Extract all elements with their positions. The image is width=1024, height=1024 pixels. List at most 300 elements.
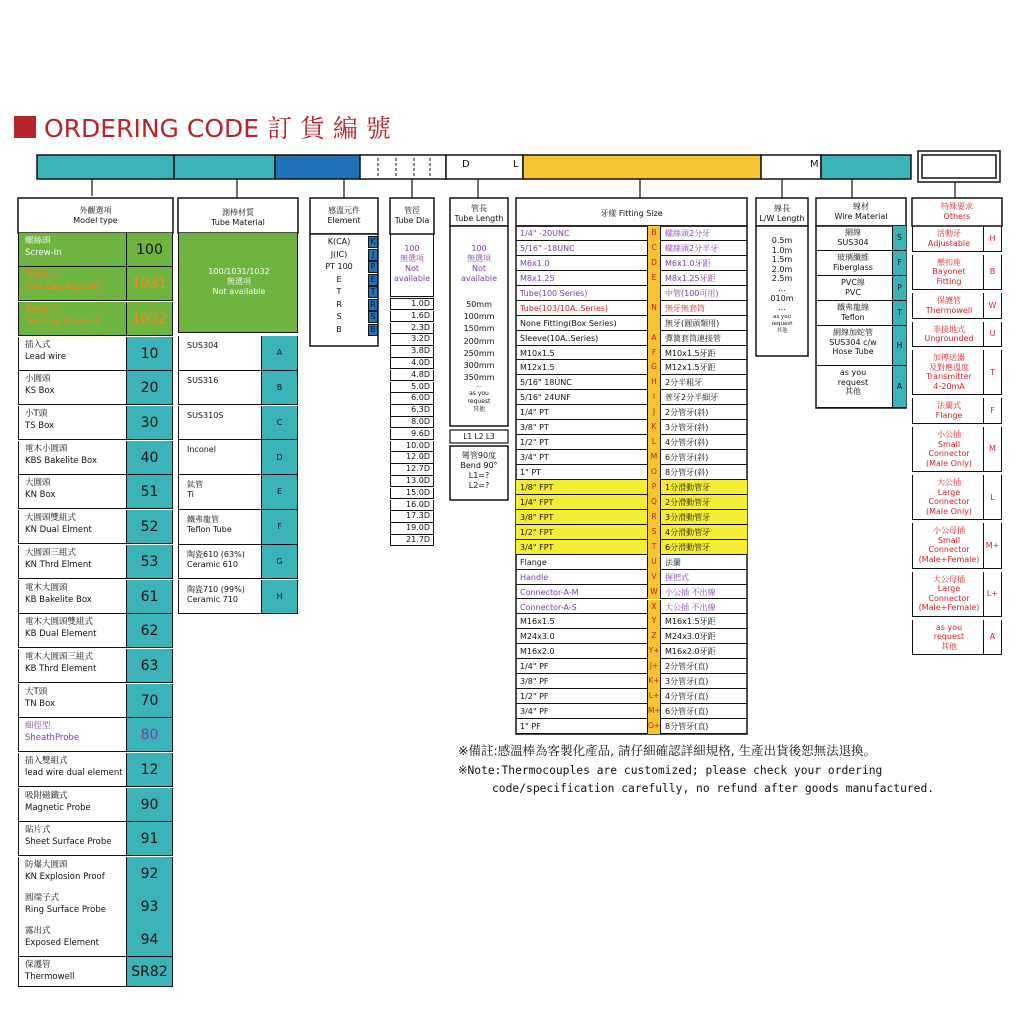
fitting-desc: 2分管牙(直) bbox=[665, 662, 709, 672]
others-row bbox=[912, 572, 1002, 617]
others-line: (Male Only) bbox=[925, 506, 973, 516]
fitting-row bbox=[516, 346, 747, 361]
material-code: G bbox=[261, 545, 297, 579]
fitting-row bbox=[516, 435, 747, 450]
model-code: 91 bbox=[126, 822, 172, 855]
fitting-code-name: 3/4" PT bbox=[520, 453, 549, 463]
model-name-en: KN Thrd Elment bbox=[25, 560, 92, 570]
fitting-row bbox=[516, 704, 747, 719]
dia-value: 13.0D bbox=[390, 476, 434, 487]
fitting-code-name: M16x1.5 bbox=[520, 617, 555, 627]
model-name-en: Screw-In bbox=[25, 248, 62, 258]
fitting-code-name: 1" PT bbox=[520, 468, 542, 478]
material-na-a: 100/1031/1032 bbox=[208, 267, 270, 276]
model-name-en: KB Thrd Element bbox=[25, 664, 97, 674]
lw-value: ... bbox=[778, 303, 786, 313]
lw-value: 2.5m bbox=[771, 274, 793, 284]
others-code: B bbox=[983, 255, 1001, 289]
lw-value: request bbox=[771, 320, 793, 327]
model-name-cn: 細徑型 bbox=[25, 721, 51, 731]
length-value: 300mm bbox=[463, 361, 495, 370]
model-row bbox=[18, 649, 173, 683]
material-header-cn: 測棒材質 bbox=[222, 208, 254, 217]
model-name-cn: 保護管 bbox=[25, 960, 51, 970]
others-line: 加傳送器 bbox=[933, 353, 965, 363]
fitting-desc: 8分管牙(斜) bbox=[665, 468, 709, 478]
fitting-code-name: 3/8" PF bbox=[520, 677, 549, 687]
fitting-code: L bbox=[647, 435, 661, 450]
model-header-en: Model type bbox=[73, 216, 118, 225]
element-row bbox=[310, 286, 378, 298]
fitting-code: I bbox=[647, 390, 661, 405]
model-name-cn: 貼片式 bbox=[25, 825, 51, 835]
material-name-en: Ti bbox=[187, 490, 194, 500]
model-row bbox=[18, 233, 173, 267]
wire-code: S bbox=[892, 226, 906, 250]
fitting-row bbox=[516, 644, 747, 659]
fitting-code-name: Connector-A-S bbox=[520, 602, 577, 612]
model-name-en: KBS Bakelite Box bbox=[25, 456, 98, 466]
length-value: 150mm bbox=[463, 324, 495, 334]
material-na-c: Not available bbox=[212, 287, 266, 296]
model-code: 92 bbox=[126, 857, 172, 890]
others-header-cn: 特殊要求 bbox=[941, 202, 973, 211]
fitting-row bbox=[516, 585, 747, 600]
others-line: Connector bbox=[928, 497, 970, 507]
fitting-desc: 握把式 bbox=[665, 572, 689, 582]
model-name-cn: 大圓頭雙組式 bbox=[25, 513, 77, 523]
material-code: E bbox=[261, 475, 297, 509]
wire-row bbox=[816, 251, 906, 276]
material-name-cn: 鐵弗龍管 bbox=[187, 515, 219, 524]
others-line: Large bbox=[937, 487, 961, 497]
wire-text bbox=[820, 228, 886, 247]
dia-value: 21.7D bbox=[390, 535, 434, 546]
dia-value: 8.0D bbox=[390, 417, 434, 428]
fitting-code: M bbox=[647, 450, 661, 465]
lw-value: 010m bbox=[770, 293, 794, 303]
length-value: 50mm bbox=[466, 300, 492, 309]
others-row bbox=[912, 427, 1002, 472]
code-bar-m-label: M bbox=[810, 159, 819, 170]
fitting-desc: 無牙(圓頭類用) bbox=[665, 318, 720, 328]
fitting-code: N bbox=[647, 301, 661, 316]
others-text bbox=[915, 325, 983, 344]
model-code: 53 bbox=[126, 545, 172, 578]
fitting-desc: 8分管牙(直) bbox=[665, 722, 709, 732]
fitting-code-name: 1/4" PF bbox=[520, 662, 549, 672]
bend-en: Bend 90° bbox=[460, 461, 498, 470]
model-code: 20 bbox=[126, 371, 172, 404]
dia-header-cn: 管徑 bbox=[404, 206, 420, 215]
fitting-code-name: Connector-A-M bbox=[520, 587, 579, 597]
others-line: Ungrounded bbox=[924, 334, 974, 344]
fitting-code-name: 3/4" PF bbox=[520, 707, 549, 717]
dia-value: 2.3D bbox=[390, 323, 434, 334]
material-name-en: Teflon Tube bbox=[187, 525, 232, 534]
others-header-en: Others bbox=[943, 212, 971, 221]
fitting-code: J+ bbox=[647, 659, 661, 674]
others-line: as you bbox=[935, 622, 963, 632]
dia-value: 17.3D bbox=[390, 511, 434, 522]
fitting-code-name: M16x2.0 bbox=[520, 647, 555, 657]
material-name-en: Ceramic 610 bbox=[187, 559, 238, 569]
fitting-row bbox=[516, 614, 747, 629]
length-value: 200mm bbox=[463, 336, 495, 346]
model-name-en: KB Dual Element bbox=[25, 629, 97, 639]
element-header bbox=[310, 206, 378, 226]
material-code: C bbox=[261, 406, 297, 440]
fitting-desc: 中管(100可用) bbox=[665, 288, 719, 298]
material-na-block bbox=[178, 233, 298, 333]
fitting-code: O bbox=[647, 465, 661, 480]
fitting-code-name: 5/16" -18UNC bbox=[520, 243, 575, 253]
model-row bbox=[18, 753, 173, 787]
lw-value: ... bbox=[778, 284, 786, 293]
others-text bbox=[915, 258, 983, 287]
fitting-desc: 1分滑動管牙 bbox=[665, 482, 711, 492]
fitting-code-name: Sleeve(10A..Series) bbox=[520, 333, 599, 343]
others-code: L bbox=[983, 475, 1001, 519]
model-name-en: KN Explosion Proof bbox=[25, 872, 105, 882]
fitting-row bbox=[516, 301, 747, 316]
model-code: 70 bbox=[126, 684, 172, 717]
dia-frame-top bbox=[390, 298, 434, 299]
model-row bbox=[18, 475, 173, 509]
model-name-en: lead wire dual element bbox=[25, 768, 123, 778]
note-cn: ※備註:感溫棒為客製化產品, 請仔細確認詳細規格, 生產出貨後恕無法退換。 bbox=[458, 743, 877, 758]
dia-value: 16.0D bbox=[390, 500, 434, 511]
fitting-row bbox=[516, 659, 747, 674]
fitting-desc: 6分管牙(斜) bbox=[665, 453, 709, 463]
others-line: Flange bbox=[935, 410, 963, 420]
fitting-desc: 2分管牙(斜) bbox=[665, 408, 709, 418]
material-name-en: Ceramic 710 bbox=[187, 594, 238, 604]
others-text bbox=[915, 430, 983, 468]
lw-header bbox=[756, 204, 808, 224]
fitting-desc: 大公插 不出線 bbox=[665, 602, 716, 612]
dia-value: 10.0D bbox=[390, 441, 434, 452]
fitting-desc: 螺絲頭2分半牙 bbox=[665, 243, 719, 253]
dia-value: 5.0D bbox=[390, 382, 434, 393]
fitting-desc: 3分管牙(直) bbox=[665, 677, 709, 687]
model-row bbox=[18, 890, 173, 924]
material-name-cn: 陶瓷610 (63%) bbox=[187, 549, 245, 559]
fitting-code-name: Flange bbox=[520, 557, 547, 567]
others-line: Connector bbox=[928, 449, 970, 458]
material-code: B bbox=[261, 371, 297, 405]
element-row bbox=[310, 236, 378, 248]
model-code: 1031 bbox=[126, 267, 172, 300]
model-code: 80 bbox=[126, 718, 172, 751]
fitting-code: Q bbox=[647, 495, 661, 510]
model-name-cn: 大圓頭 bbox=[25, 478, 51, 488]
element-name: E bbox=[336, 274, 342, 284]
fitting-row bbox=[516, 525, 747, 540]
model-name-en: KS Box bbox=[25, 386, 55, 396]
length-header-en: Tube Length bbox=[454, 214, 504, 223]
element-code: S bbox=[368, 311, 378, 323]
note-en-1: ※Note:Thermocouples are customized; please check your ordering bbox=[458, 764, 883, 777]
material-code: H bbox=[261, 580, 297, 614]
element-name: B bbox=[336, 324, 342, 334]
material-row bbox=[178, 406, 298, 441]
note-en-2: code/specification carefully, no refund after goods manufactured. bbox=[458, 782, 935, 795]
element-code: T bbox=[368, 286, 378, 298]
model-name-cn: 小T頭 bbox=[25, 409, 48, 419]
dia-na-c: Not bbox=[404, 264, 419, 273]
dia-na-d: available bbox=[393, 274, 431, 283]
others-row bbox=[912, 226, 1002, 252]
fitting-code: V bbox=[647, 570, 661, 585]
others-code: H bbox=[983, 226, 1001, 251]
model-row bbox=[18, 580, 173, 614]
others-line: request bbox=[933, 632, 965, 642]
fitting-code: C bbox=[647, 241, 661, 256]
material-header-en: Tube Material bbox=[211, 218, 265, 227]
fitting-code-name: M8x1.25 bbox=[520, 273, 555, 283]
wire-row bbox=[816, 226, 906, 251]
model-row bbox=[18, 957, 173, 987]
length-value: 250mm bbox=[463, 348, 495, 358]
element-header-cn: 感溫元件 bbox=[328, 206, 360, 215]
others-line: 法蘭式 bbox=[937, 401, 961, 411]
others-text bbox=[915, 623, 983, 652]
others-code: W bbox=[983, 293, 1001, 318]
fitting-code: D bbox=[647, 256, 661, 271]
element-row bbox=[310, 274, 378, 286]
fitting-desc: 6分滑動管牙 bbox=[665, 542, 711, 552]
others-text bbox=[915, 401, 983, 420]
wire-code: T bbox=[892, 301, 906, 325]
fitting-code-name: M24x3.0 bbox=[520, 632, 555, 642]
wire-header bbox=[816, 202, 906, 222]
model-name-cn: 電木大圓頭雙組式 bbox=[25, 617, 94, 627]
length-value: 其他 bbox=[472, 406, 485, 414]
others-code: M+ bbox=[983, 523, 1001, 567]
others-line: Connector bbox=[928, 593, 970, 603]
dia-header-en: Tube Dia bbox=[394, 216, 430, 225]
others-text bbox=[915, 575, 983, 613]
dia-value: 6.3D bbox=[390, 405, 434, 416]
dia-value: 1.0D bbox=[390, 299, 434, 310]
wire-row bbox=[816, 301, 906, 326]
fitting-desc: 法蘭 bbox=[665, 557, 681, 567]
others-text bbox=[915, 526, 983, 564]
model-name-cn: 單壓扣式 bbox=[25, 270, 60, 280]
wire-text bbox=[820, 368, 886, 397]
length-value: 100mm bbox=[463, 312, 495, 322]
fitting-code: J bbox=[647, 405, 661, 420]
material-row bbox=[178, 475, 298, 510]
element-name: K(CA) bbox=[327, 237, 351, 246]
fitting-row bbox=[516, 540, 747, 555]
lw-header-en: L/W Length bbox=[759, 214, 805, 223]
fitting-code-name: 1/4" -20UNC bbox=[520, 229, 570, 238]
wire-text bbox=[820, 278, 886, 297]
element-header-en: Element bbox=[327, 216, 361, 225]
dia-value: 1.6D bbox=[390, 311, 434, 322]
model-name-en: Magnetic Probe bbox=[25, 803, 91, 813]
fitting-code: T bbox=[647, 540, 661, 555]
fitting-desc: 4分滑動管牙 bbox=[665, 527, 711, 537]
others-line: 4-20mA bbox=[933, 381, 965, 391]
wire-header-en: Wire Material bbox=[834, 212, 888, 221]
others-code: T bbox=[983, 350, 1001, 394]
model-name-en: SheathProbe bbox=[25, 733, 80, 743]
others-line: 非接地式 bbox=[933, 324, 965, 334]
fitting-row bbox=[516, 510, 747, 525]
others-row bbox=[912, 322, 1002, 348]
element-row bbox=[310, 324, 378, 336]
fitting-code: Z bbox=[647, 629, 661, 644]
lw-value: 1.5m bbox=[771, 255, 793, 265]
fitting-code: P bbox=[647, 480, 661, 495]
model-header bbox=[18, 206, 173, 226]
element-code: K bbox=[368, 236, 378, 248]
fitting-row bbox=[516, 600, 747, 615]
model-row bbox=[18, 371, 173, 405]
fitting-desc: 彈簧套筒連接管 bbox=[665, 333, 721, 343]
model-name-en: KB Bakelite Box bbox=[25, 595, 92, 605]
fitting-code-name: Tube(103/10A..Series) bbox=[520, 303, 609, 313]
fitting-desc: 無牙無套筒 bbox=[665, 303, 705, 313]
model-name-en: TS Box bbox=[25, 421, 55, 431]
fitting-code: H bbox=[647, 375, 661, 390]
others-row bbox=[912, 523, 1002, 568]
material-na-b: 無選項 bbox=[227, 277, 251, 286]
fitting-row bbox=[516, 286, 747, 301]
model-row bbox=[18, 441, 173, 475]
element-row bbox=[310, 311, 378, 323]
bend-l2: L2=? bbox=[468, 481, 490, 490]
model-row bbox=[18, 857, 173, 891]
fitting-code: X bbox=[647, 600, 661, 615]
length-header bbox=[450, 204, 508, 224]
dia-na-a: 100 bbox=[404, 244, 420, 253]
dia-value: 4.0D bbox=[390, 358, 434, 369]
fitting-desc: 4分管牙(斜) bbox=[665, 438, 709, 448]
others-line: 小公插 bbox=[937, 430, 961, 439]
fitting-code-name: M10x1.5 bbox=[520, 348, 555, 358]
material-name-cn: SUS310S bbox=[187, 410, 224, 420]
fitting-code-name: 1/2" PT bbox=[520, 438, 549, 448]
material-row bbox=[178, 510, 298, 545]
model-row bbox=[18, 684, 173, 718]
wire-name-cn: PVC線 bbox=[841, 278, 865, 287]
title-text: ORDERING CODE 訂 貨 編 號 bbox=[44, 114, 391, 143]
others-code: M bbox=[983, 427, 1001, 471]
others-line: Connector bbox=[928, 545, 970, 555]
model-code: 40 bbox=[126, 441, 172, 474]
fitting-code bbox=[647, 286, 661, 301]
fitting-code: M+ bbox=[647, 704, 661, 719]
length-value: as you bbox=[469, 390, 489, 398]
material-name-cn: 陶瓷710 (99%) bbox=[187, 584, 245, 594]
model-name-en: KN Box bbox=[25, 490, 56, 500]
others-line: Fitting bbox=[936, 276, 962, 286]
fitting-code: E bbox=[647, 271, 661, 286]
fitting-code bbox=[647, 316, 661, 331]
element-code: J bbox=[368, 249, 378, 261]
wire-name-en: PVC bbox=[845, 287, 861, 297]
wire-name-en: request bbox=[837, 377, 869, 387]
wire-name-en: SUS304 bbox=[837, 237, 869, 247]
fitting-row bbox=[516, 390, 747, 405]
others-row bbox=[912, 293, 1002, 319]
model-code: 63 bbox=[126, 649, 172, 682]
fitting-row bbox=[516, 271, 747, 286]
fitting-code-name: 1/2" PF bbox=[520, 692, 549, 702]
model-name-cn: 插入式 bbox=[25, 340, 51, 350]
material-code: F bbox=[261, 510, 297, 544]
model-header-cn: 外觀選項 bbox=[79, 206, 112, 215]
fitting-code-name: 1" PF bbox=[520, 722, 541, 732]
others-code: L+ bbox=[983, 572, 1001, 616]
material-row bbox=[178, 371, 298, 406]
model-code: 94 bbox=[126, 923, 172, 956]
dia-header bbox=[390, 206, 434, 226]
model-code: 52 bbox=[126, 510, 172, 543]
fitting-row bbox=[516, 360, 747, 375]
len-na-b: 無選項 bbox=[467, 254, 491, 263]
material-code: D bbox=[261, 440, 297, 474]
fitting-code-name: M12x1.5 bbox=[520, 363, 555, 373]
fitting-code: B bbox=[647, 226, 661, 241]
model-name-en: Sheet Surface Probe bbox=[25, 837, 112, 847]
fitting-code-name: Handle bbox=[520, 572, 549, 582]
model-code: 90 bbox=[126, 788, 172, 821]
wire-text bbox=[820, 253, 886, 272]
element-row bbox=[310, 249, 378, 261]
others-code: F bbox=[983, 398, 1001, 423]
lw-value: 1.0m bbox=[771, 245, 793, 255]
element-row bbox=[310, 261, 378, 273]
fitting-desc: M16x1.5牙距 bbox=[665, 617, 716, 627]
model-name-cn: 插入雙組式 bbox=[25, 756, 68, 766]
fitting-code: U bbox=[647, 555, 661, 570]
others-line: 其他 bbox=[941, 641, 957, 651]
element-row bbox=[310, 299, 378, 311]
model-row bbox=[18, 923, 173, 957]
element-name: PT 100 bbox=[325, 262, 353, 271]
model-code: 51 bbox=[126, 475, 172, 508]
material-name-cn: SUS316 bbox=[187, 375, 219, 385]
others-text bbox=[915, 478, 983, 516]
fitting-row bbox=[516, 450, 747, 465]
fitting-code-name: Tube(100 Series) bbox=[520, 288, 588, 298]
others-line: 壓扣座 bbox=[937, 257, 961, 267]
fitting-desc: M16x2.0牙距 bbox=[665, 647, 716, 657]
fitting-code: K+ bbox=[647, 674, 661, 689]
model-name-cn: 大圓頭三組式 bbox=[25, 548, 77, 558]
wire-text bbox=[820, 303, 886, 322]
fitting-row bbox=[516, 480, 747, 495]
dia-value: 12.0D bbox=[390, 452, 434, 463]
model-row bbox=[18, 788, 173, 822]
model-name-cn: 吸附磁鐵式 bbox=[25, 791, 68, 801]
fitting-row bbox=[516, 674, 747, 689]
dia-value: 4.8D bbox=[390, 370, 434, 381]
fitting-row bbox=[516, 495, 747, 510]
wire-row bbox=[816, 366, 906, 408]
fitting-row bbox=[516, 331, 747, 346]
fitting-code-name: 3/8" FPT bbox=[520, 512, 554, 522]
others-line: 活動牙 bbox=[937, 229, 961, 238]
dia-value: 6.0D bbox=[390, 393, 434, 404]
fitting-desc: 普牙2分半細牙 bbox=[665, 393, 719, 403]
fitting-code-name: 1/2" FPT bbox=[520, 527, 554, 537]
